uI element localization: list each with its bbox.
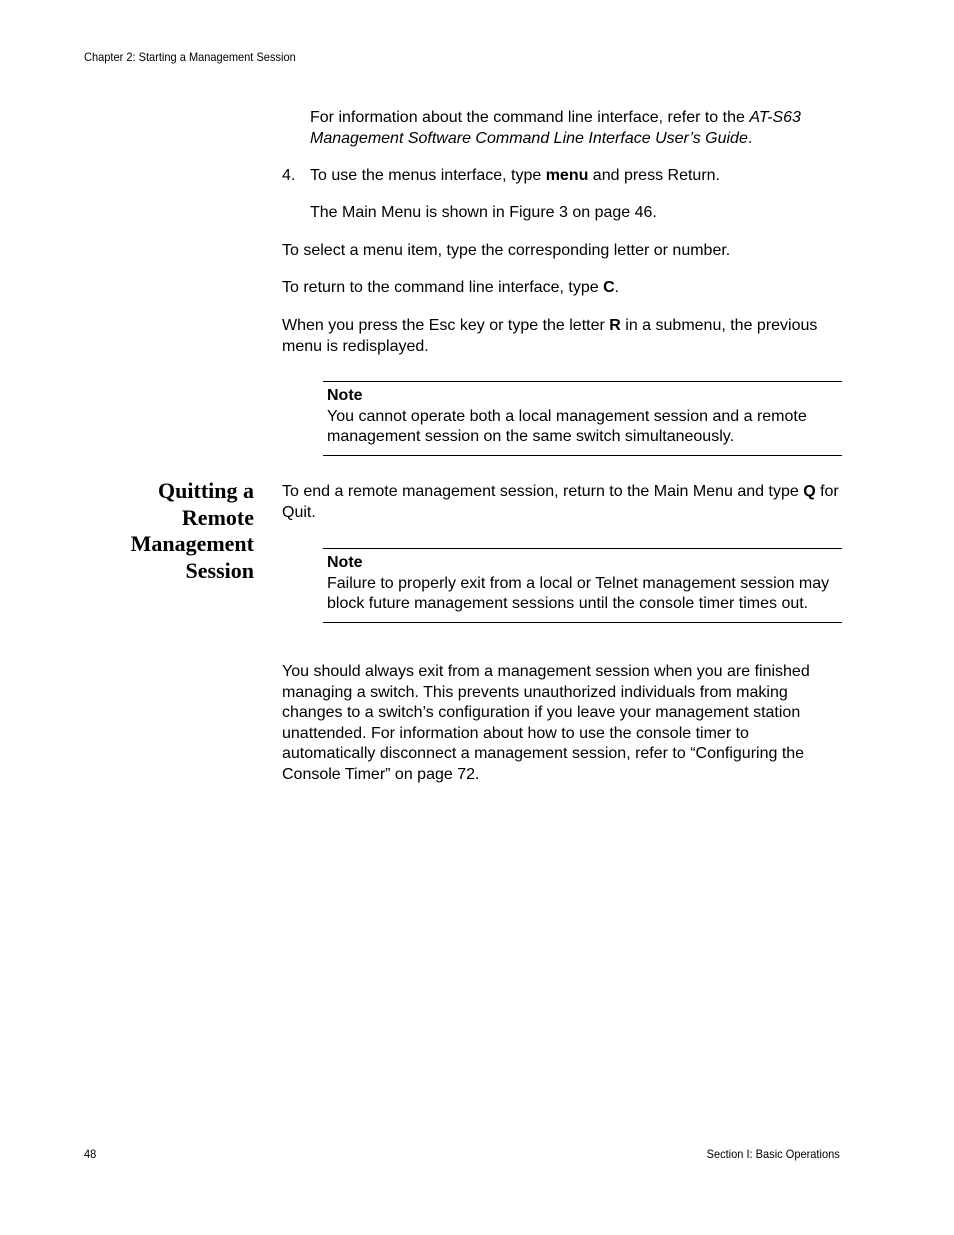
esc-key-paragraph bbox=[282, 316, 822, 357]
running-header: Chapter 2: Starting a Management Session bbox=[84, 50, 296, 64]
return-cli-after: . bbox=[614, 279, 620, 296]
quit-session-paragraph bbox=[282, 482, 842, 523]
page-number: 48 bbox=[84, 1147, 97, 1161]
cli-reference-prefix: For information about the command line interface, refer to the bbox=[310, 109, 750, 126]
section-heading-line: Management bbox=[130, 531, 254, 556]
cli-guide-title: AT-S63 Management Software Command Line Interface User’s Guide bbox=[310, 109, 801, 147]
return-cli-key: C bbox=[603, 279, 615, 296]
note-text: Failure to properly exit from a local or Telnet management session may block future management sessions until the console timer times out. bbox=[327, 574, 830, 612]
cli-reference-suffix: . bbox=[747, 129, 753, 147]
esc-key: R bbox=[609, 317, 621, 334]
step-number: 4. bbox=[282, 167, 296, 184]
section-heading bbox=[90, 478, 254, 584]
return-cli-before: To return to the command line interface, type bbox=[282, 279, 604, 296]
esc-before: When you press the Esc key or type the letter bbox=[282, 317, 610, 334]
return-cli-paragraph bbox=[282, 278, 842, 299]
cli-reference-paragraph bbox=[310, 108, 845, 149]
step-4-before: To use the menus interface, type bbox=[310, 167, 546, 184]
footer-section: Section I: Basic Operations bbox=[706, 1147, 840, 1161]
quit-key: Q bbox=[803, 483, 816, 500]
quit-after: for Quit. bbox=[282, 483, 839, 521]
esc-after: in a submenu, the previous menu is redisplayed. bbox=[282, 317, 818, 355]
step-4-text bbox=[310, 166, 845, 187]
section-heading-line: Quitting a bbox=[158, 478, 254, 503]
section-heading-line: Session bbox=[185, 557, 254, 583]
main-menu-figure-ref: The Main Menu is shown in Figure 3 on page 46. bbox=[310, 204, 657, 221]
note-title: Note bbox=[327, 387, 363, 404]
closing-paragraph: You should always exit from a management session when you are finished managing a switch. This prevents unauthorized individuals from making changes to a switch’s configuration if you leave your management station unattended. For information about how to use the console timer to automatically disconnect a management session, refer to “Configuring the Console Timer” on page 72. bbox=[282, 663, 810, 783]
note-title: Note bbox=[327, 554, 363, 571]
menu-command: menu bbox=[545, 167, 589, 184]
quit-before: To end a remote management session, return to the Main Menu and type bbox=[282, 483, 804, 500]
note-text: You cannot operate both a local management session and a remote management session on the same switch simultaneously. bbox=[327, 407, 807, 445]
select-item-paragraph: To select a menu item, type the corresponding letter or number. bbox=[282, 242, 731, 259]
note-box-1 bbox=[323, 381, 842, 456]
note-box-2 bbox=[323, 548, 842, 623]
step-4-after: and press Return. bbox=[588, 167, 720, 184]
section-heading-line: Remote bbox=[181, 504, 254, 530]
